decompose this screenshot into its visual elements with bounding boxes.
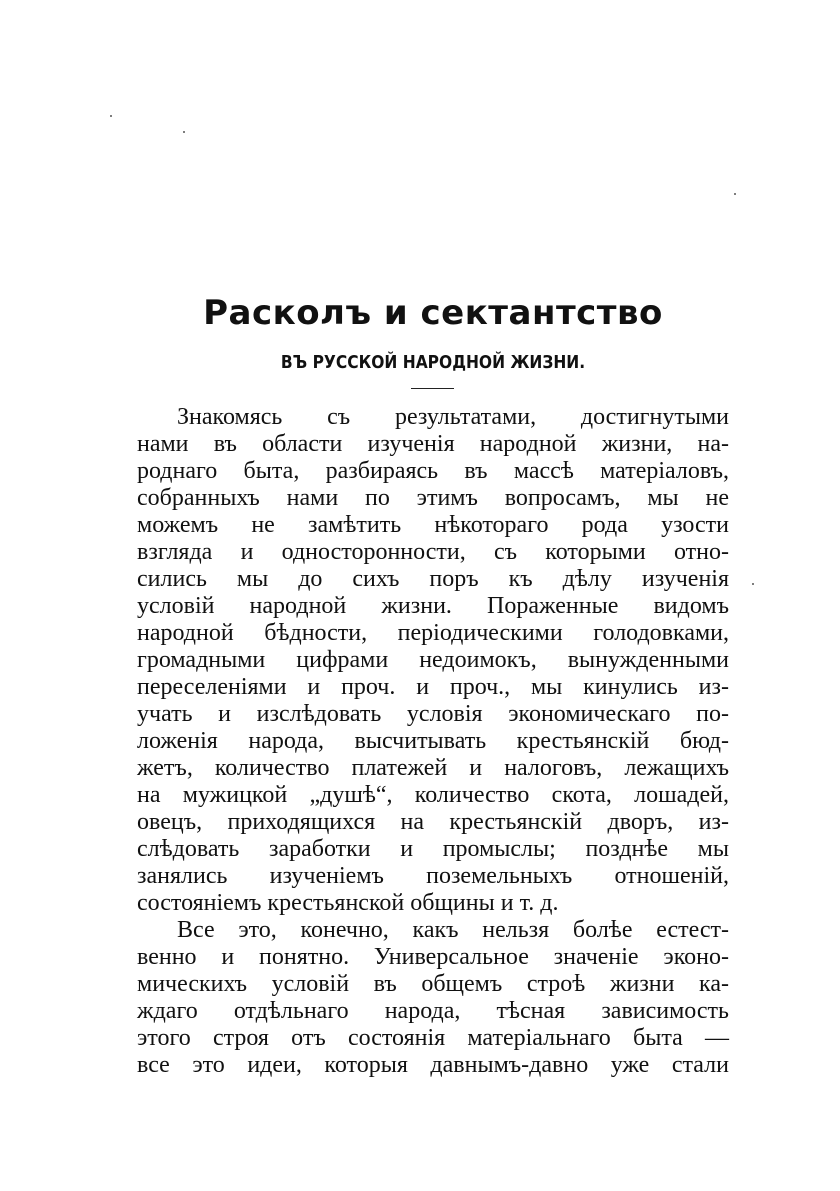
text-line: этого строя отъ состоянія матеріальнаго быта — bbox=[137, 1025, 729, 1051]
body-text bbox=[137, 404, 729, 1079]
title-divider bbox=[411, 388, 454, 389]
text-line: ждаго отдѣльнаго народа, тѣсная зависимость bbox=[137, 998, 729, 1024]
print-speck bbox=[734, 193, 736, 195]
text-line: занялись изученіемъ поземельныхъ отношеній, bbox=[137, 863, 729, 889]
text-line: собранныхъ нами по этимъ вопросамъ, мы не bbox=[137, 485, 729, 511]
text-line: народной бѣдности, періодическими голодовками, bbox=[137, 620, 729, 646]
text-line: мическихъ условій въ общемъ строѣ жизни ка- bbox=[137, 971, 729, 997]
text-line: на мужицкой „душѣ“, количество скота, лошадей, bbox=[137, 782, 729, 808]
text-line: переселеніями и проч. и проч., мы кинулись из- bbox=[137, 674, 729, 700]
text-line: все это идеи, которыя давнымъ-давно уже стали bbox=[137, 1052, 729, 1078]
text-line: нами въ области изученія народной жизни, на- bbox=[137, 431, 729, 457]
text-line: Все это, конечно, какъ нельзя болѣе естест- bbox=[177, 917, 729, 943]
text-line: можемъ не замѣтить нѣкотораго рода узости bbox=[137, 512, 729, 538]
text-line: овецъ, приходящихся на крестьянскій дворъ, из- bbox=[137, 809, 729, 835]
chapter-title: Расколъ и сектантство bbox=[203, 293, 663, 333]
text-line: роднаго быта, разбираясь въ массѣ матеріаловъ, bbox=[137, 458, 729, 484]
print-speck bbox=[183, 131, 185, 133]
text-line: Знакомясь съ результатами, достигнутыми bbox=[177, 404, 729, 430]
text-line: сились мы до сихъ поръ къ дѣлу изученія bbox=[137, 566, 729, 592]
text-line: ложенія народа, высчитывать крестьянскій бюд- bbox=[137, 728, 729, 754]
print-speck bbox=[110, 115, 112, 117]
text-line: жетъ, количество платежей и налоговъ, лежащихъ bbox=[137, 755, 729, 781]
text-line: взгляда и односторонности, съ которыми отно- bbox=[137, 539, 729, 565]
text-line: слѣдовать заработки и промыслы; позднѣе мы bbox=[137, 836, 729, 862]
chapter-subtitle: ВЪ РУССКОЙ НАРОДНОЙ ЖИЗНИ. bbox=[280, 352, 586, 373]
text-line: условій народной жизни. Пораженные видомъ bbox=[137, 593, 729, 619]
text-line: громадными цифрами недоимокъ, вынужденными bbox=[137, 647, 729, 673]
text-line: состояніемъ крестьянской общины и т. д. bbox=[137, 890, 559, 916]
print-speck bbox=[752, 583, 754, 585]
text-line: венно и понятно. Универсальное значеніе эконо- bbox=[137, 944, 729, 970]
text-line: учать и изслѣдовать условія экономическаго по- bbox=[137, 701, 729, 727]
